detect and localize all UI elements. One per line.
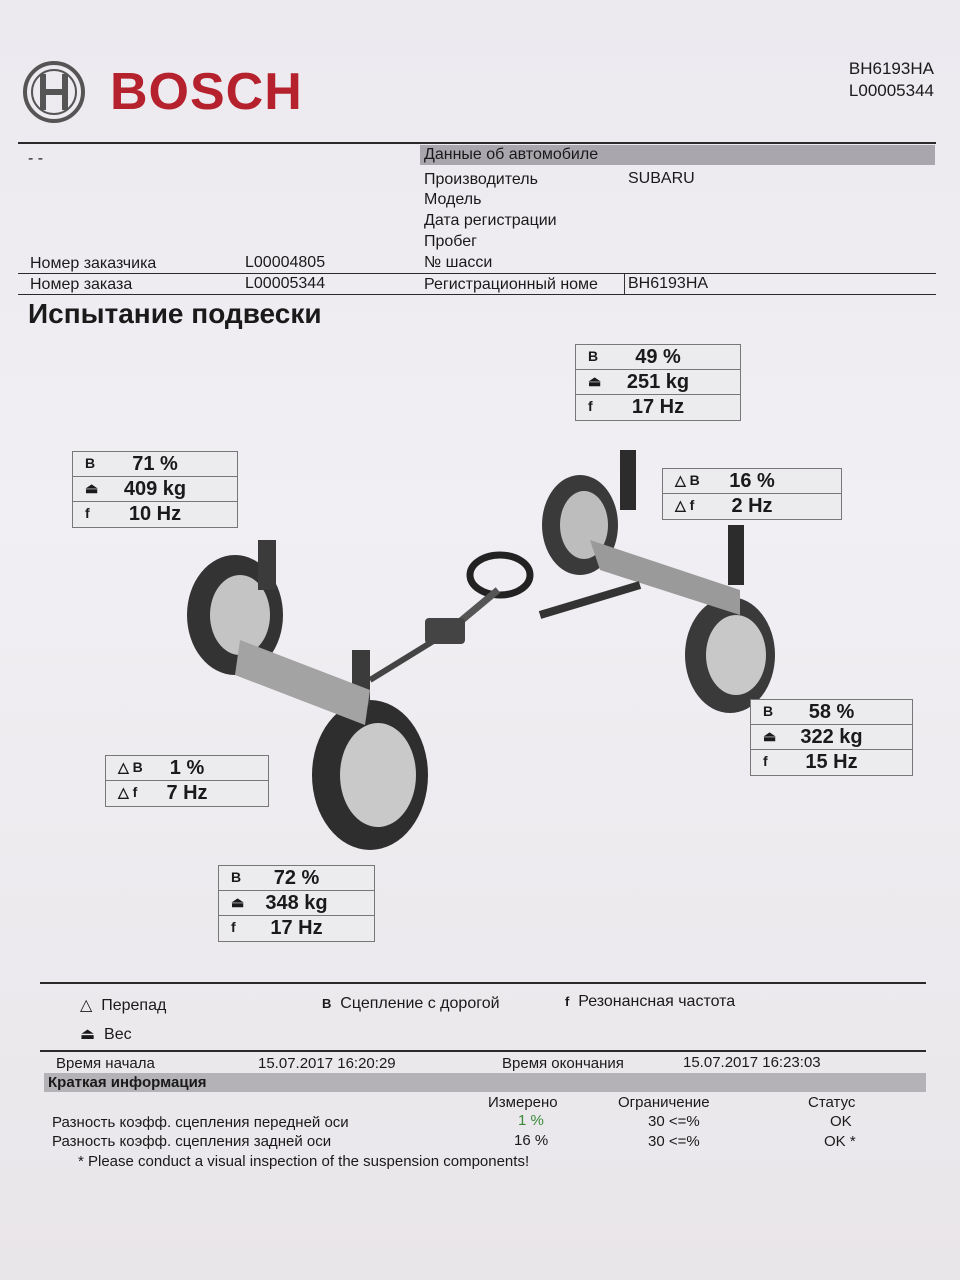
order-no-label: Номер заказа <box>30 276 133 293</box>
end-time-label: Время окончания <box>502 1055 624 1072</box>
summary-row-rear-measured: 16 % <box>514 1132 549 1149</box>
maker-value: SUBARU <box>628 170 695 187</box>
freq-row <box>576 395 740 420</box>
freq-icon: f <box>85 505 90 521</box>
grip-row <box>576 345 740 370</box>
grip-row <box>219 866 374 891</box>
inspection-note: * Please conduct a visual inspection of the suspension components! <box>78 1153 530 1170</box>
delta-freq-row <box>106 781 268 806</box>
freq-icon: f <box>132 784 138 800</box>
weight-value: 251 kg <box>626 371 690 393</box>
weight-row <box>576 370 740 395</box>
vehicle-data-heading: Данные об автомобиле <box>420 145 935 165</box>
freq-icon: f <box>588 398 593 414</box>
grip-icon: B <box>763 703 774 719</box>
legend-grip <box>322 995 500 1013</box>
grip-value: 58 % <box>808 701 855 723</box>
weight-icon: ⏏ <box>588 373 602 389</box>
brand-name: BOSCH <box>110 63 303 121</box>
front-strut-left <box>258 540 276 590</box>
freq-row <box>751 750 912 775</box>
rear-axle-diff <box>662 468 842 520</box>
weight-row <box>73 477 237 502</box>
legend-rule <box>40 982 926 984</box>
rear-subframe <box>590 540 740 615</box>
legend-weight <box>80 1024 132 1044</box>
front-axle-diff <box>105 755 269 807</box>
summary-row-front-label: Разность коэфф. сцепления передней оси <box>52 1114 349 1131</box>
legend-grip-text: Сцепление с дорогой <box>340 995 500 1012</box>
start-time-label: Время начала <box>56 1055 155 1072</box>
freq-value: 15 Hz <box>805 751 858 773</box>
weight-value: 409 kg <box>123 478 187 500</box>
reg-num-value: BH6193HA <box>628 275 709 292</box>
reg-num-label: Регистрационный номе <box>424 276 598 293</box>
grip-value: 71 % <box>132 453 178 475</box>
grip-icon: B <box>231 869 242 885</box>
summary-row-front-status: OK <box>830 1113 852 1130</box>
delta-freq-row <box>663 494 841 519</box>
weight-icon: ⏏ <box>231 894 245 910</box>
grip-icon: B <box>322 996 332 1011</box>
legend-weight-text: Вес <box>104 1026 132 1043</box>
chassis-label: № шасси <box>424 254 493 271</box>
freq-icon: f <box>689 497 695 513</box>
end-time-value: 15.07.2017 16:23:03 <box>683 1054 821 1071</box>
mileage-label: Пробег <box>424 233 478 250</box>
delta-icon: △ <box>118 784 129 800</box>
legend-delta <box>80 995 166 1015</box>
delta-icon: △ <box>80 997 93 1014</box>
summary-row-rear-limit: 30 <=% <box>648 1133 700 1150</box>
dash-placeholder: - - <box>28 150 44 167</box>
front-right-measurements <box>218 865 375 942</box>
document-ids <box>849 58 934 102</box>
start-time-value: 15.07.2017 16:20:29 <box>258 1055 396 1072</box>
delta-icon: △ <box>118 759 129 775</box>
tie-rod <box>370 640 435 680</box>
freq-row <box>219 916 374 941</box>
freq-icon: f <box>565 994 570 1009</box>
summary-row-rear-label: Разность коэфф. сцепления задней оси <box>52 1133 332 1150</box>
rear-wheel-right <box>685 597 775 713</box>
legend-delta-text: Перепад <box>101 997 167 1014</box>
front-left-measurements <box>72 451 238 528</box>
weight-icon: ⏏ <box>763 728 777 744</box>
delta-freq-value: 2 Hz <box>731 495 773 517</box>
summary-heading: Краткая информация <box>48 1074 207 1091</box>
delta-grip-value: 1 % <box>169 757 205 779</box>
delta-grip-row <box>663 469 841 494</box>
grip-icon: B <box>588 348 599 364</box>
col-limit: Ограничение <box>618 1094 710 1111</box>
freq-value: 10 Hz <box>128 503 182 525</box>
delta-freq-value: 7 Hz <box>166 782 208 804</box>
order-no-value: L00005344 <box>245 275 326 292</box>
steering-wheel <box>470 555 530 595</box>
summary-row-front-measured: 1 % <box>518 1112 544 1129</box>
delta-icon: △ <box>675 497 686 513</box>
row-rule <box>18 273 936 274</box>
weight-row <box>219 891 374 916</box>
grip-icon: B <box>132 759 143 775</box>
front-wheel-right <box>312 700 428 850</box>
freq-row <box>73 502 237 527</box>
weight-value: 348 kg <box>265 892 328 914</box>
customer-no-value: L00004805 <box>245 254 326 271</box>
grip-row <box>751 700 912 725</box>
bosch-logo-icon <box>22 60 86 124</box>
delta-icon: △ <box>675 472 686 488</box>
col-measured: Измерено <box>488 1094 558 1111</box>
col-status: Статус <box>808 1094 856 1111</box>
reg-date-label: Дата регистрации <box>424 212 557 229</box>
rear-shock-left <box>620 450 636 510</box>
weight-row <box>751 725 912 750</box>
maker-label: Производитель <box>424 171 538 188</box>
freq-value: 17 Hz <box>270 917 323 939</box>
delta-grip-value: 16 % <box>729 470 775 492</box>
grip-icon: B <box>85 455 96 471</box>
legend-freq <box>565 993 735 1011</box>
rear-shock-right <box>728 525 744 585</box>
row-rule-bottom <box>18 294 936 295</box>
model-label: Модель <box>424 191 482 208</box>
driveshaft <box>540 585 640 615</box>
grip-icon: B <box>689 472 700 488</box>
delta-grip-row <box>106 756 268 781</box>
order-id-top: L00005344 <box>848 81 934 100</box>
weight-icon: ⏏ <box>85 480 99 496</box>
summary-row-front-limit: 30 <=% <box>648 1113 700 1130</box>
freq-icon: f <box>763 753 768 769</box>
grip-value: 49 % <box>635 346 681 368</box>
weight-value: 322 kg <box>800 726 863 748</box>
reg-number-top: BH6193HA <box>848 59 934 78</box>
rear-left-measurements <box>575 344 741 421</box>
page-title: Испытание подвески <box>28 298 322 329</box>
freq-icon: f <box>231 919 236 935</box>
header-rule <box>18 142 936 144</box>
rear-right-measurements <box>750 699 913 776</box>
legend-freq-text: Резонансная частота <box>578 993 736 1010</box>
freq-value: 17 Hz <box>631 396 685 418</box>
customer-no-label: Номер заказчика <box>30 255 157 272</box>
front-subframe <box>235 640 370 725</box>
summary-row-rear-status: OK * <box>824 1133 856 1150</box>
weight-icon: ⏏ <box>80 1026 96 1043</box>
grip-value: 72 % <box>273 867 320 889</box>
cell-divider <box>624 274 625 294</box>
times-rule <box>40 1050 926 1052</box>
grip-row <box>73 452 237 477</box>
